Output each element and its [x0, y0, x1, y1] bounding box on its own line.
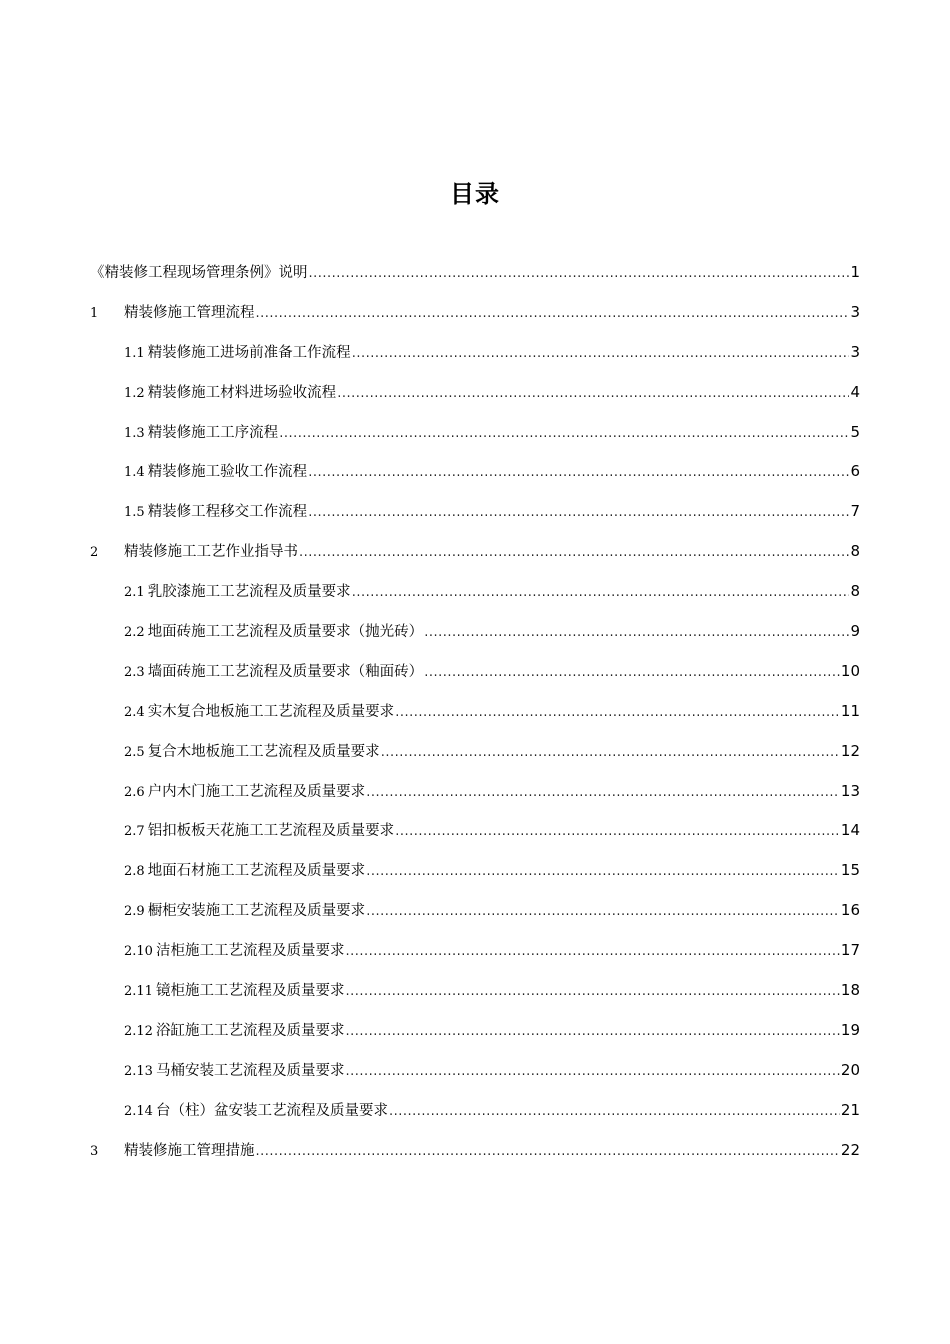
- toc-entry-title: 复合木地板施工工艺流程及质量要求: [147, 743, 380, 760]
- toc-entry-page-number: 19: [840, 1020, 860, 1039]
- toc-entry-page-number: 6: [850, 462, 860, 481]
- toc-dot-leader: [366, 861, 840, 883]
- toc-entry-title: 乳胶漆施工工艺流程及质量要求: [147, 584, 351, 601]
- toc-dot-leader: [424, 622, 849, 644]
- toc-entry-title: 浴缸施工工艺流程及质量要求: [155, 1022, 345, 1039]
- toc-entry-page-number: 3: [850, 302, 860, 321]
- toc-entry-page-number: 7: [850, 502, 860, 521]
- toc-entry-page-number: 9: [850, 622, 860, 641]
- toc-entry-title: 橱柜安装施工工艺流程及质量要求: [147, 903, 366, 920]
- toc-entry[interactable]: [90, 301, 860, 341]
- toc-entry-number: 2.12: [124, 1023, 153, 1039]
- toc-entry[interactable]: [90, 1019, 860, 1059]
- toc-entry-title: 地面石材施工工艺流程及质量要求: [147, 863, 366, 880]
- toc-entry[interactable]: [90, 939, 860, 979]
- toc-dot-leader: [309, 263, 850, 285]
- toc-dot-leader: [308, 462, 849, 484]
- toc-entry-number: 1.3: [124, 425, 145, 441]
- toc-entry[interactable]: [90, 580, 860, 620]
- toc-entry-number: 1: [90, 305, 99, 321]
- toc-entry-title: 精装修施工验收工作流程: [147, 464, 308, 481]
- toc-entry-title: 铝扣板板天花施工工艺流程及质量要求: [147, 823, 395, 840]
- toc-entry-title: 镜柜施工工艺流程及质量要求: [155, 983, 345, 1000]
- toc-dot-leader: [395, 702, 840, 724]
- toc-entry[interactable]: [90, 1139, 860, 1179]
- toc-dot-leader: [256, 1141, 840, 1163]
- toc-entry[interactable]: [90, 620, 860, 660]
- toc-entry-number: 2.2: [124, 625, 145, 641]
- toc-entry-page-number: 8: [850, 582, 860, 601]
- toc-entry-page-number: 21: [840, 1100, 860, 1119]
- toc-entry-number: 1.4: [124, 465, 145, 481]
- toc-entry[interactable]: [90, 341, 860, 381]
- toc-entry-number: 2.4: [124, 704, 145, 720]
- toc-entry[interactable]: [90, 740, 860, 780]
- toc-entry-title: 地面砖施工工艺流程及质量要求（抛光砖）: [147, 624, 424, 641]
- toc-entry-number: 2.14: [124, 1103, 153, 1119]
- toc-entry[interactable]: [90, 700, 860, 740]
- toc-dot-leader: [352, 343, 850, 365]
- toc-entry-page-number: 13: [840, 781, 860, 800]
- toc-entry-title: 精装修工程移交工作流程: [147, 504, 308, 521]
- toc-entry-page-number: 17: [840, 941, 860, 960]
- toc-entry[interactable]: [90, 460, 860, 500]
- toc-entry[interactable]: [90, 660, 860, 700]
- toc-entry-title: 台（柱）盆安装工艺流程及质量要求: [155, 1102, 388, 1119]
- toc-entry-title: 实木复合地板施工工艺流程及质量要求: [147, 703, 395, 720]
- toc-entry-number: 2.7: [124, 824, 145, 840]
- toc-entry-page-number: 4: [850, 382, 860, 401]
- toc-entry-page-number: 15: [840, 861, 860, 880]
- toc-entry-number: 3: [90, 1143, 99, 1159]
- toc-entry[interactable]: [90, 421, 860, 461]
- toc-entry[interactable]: [90, 859, 860, 899]
- toc-entry[interactable]: [90, 261, 860, 301]
- toc-entry[interactable]: [90, 899, 860, 939]
- toc-entry-page-number: 8: [850, 542, 860, 561]
- toc-dot-leader: [337, 383, 849, 405]
- toc-dot-leader: [352, 582, 850, 604]
- toc-dot-leader: [299, 542, 849, 564]
- toc-entry-title: 马桶安装工艺流程及质量要求: [155, 1062, 345, 1079]
- toc-dot-leader: [345, 941, 839, 963]
- toc-entry-number: 2.11: [124, 984, 153, 1000]
- toc-entry-page-number: 18: [840, 981, 860, 1000]
- toc-entry-number: 2.10: [124, 944, 153, 960]
- toc-entry-page-number: 20: [840, 1060, 860, 1079]
- toc-entry-number: 2.9: [124, 904, 145, 920]
- toc-entry-number: 2.1: [124, 585, 145, 601]
- toc-entry-title: 精装修施工管理流程: [124, 304, 255, 321]
- toc-dot-leader: [279, 423, 849, 445]
- toc-entry-title: 精装修施工工序流程: [147, 424, 279, 441]
- toc-dot-leader: [345, 1061, 839, 1083]
- toc-entry-page-number: 14: [840, 821, 860, 840]
- toc-entry-number: 2.6: [124, 784, 145, 800]
- toc-dot-leader: [345, 1021, 839, 1043]
- toc-entry-number: 2.8: [124, 864, 145, 880]
- toc-dot-leader: [345, 981, 839, 1003]
- toc-entry[interactable]: [90, 1099, 860, 1139]
- toc-entry-number: 2.5: [124, 744, 145, 760]
- toc-entry[interactable]: [90, 1059, 860, 1099]
- toc-entry-page-number: 11: [840, 701, 860, 720]
- toc-entry-title: 户内木门施工工艺流程及质量要求: [147, 783, 366, 800]
- toc-entry-number: 2.13: [124, 1063, 153, 1079]
- toc-entry-page-number: 3: [850, 342, 860, 361]
- toc-entry-title: 墙面砖施工工艺流程及质量要求（釉面砖）: [147, 663, 424, 680]
- toc-entry-page-number: 1: [850, 263, 860, 281]
- toc-entry-title: 精装修施工管理措施: [124, 1142, 255, 1159]
- toc-dot-leader: [381, 742, 840, 764]
- toc-entry[interactable]: [90, 979, 860, 1019]
- toc-entry-title: 精装修施工材料进场验收流程: [147, 384, 337, 401]
- toc-dot-leader: [424, 662, 840, 684]
- toc-entry[interactable]: [90, 540, 860, 580]
- toc-entry[interactable]: [90, 500, 860, 540]
- toc-entry-title: 精装修施工工艺作业指导书: [124, 544, 298, 561]
- toc-entry[interactable]: [90, 819, 860, 859]
- toc-entry-title: 精装修施工进场前准备工作流程: [147, 344, 351, 361]
- toc-dot-leader: [256, 303, 850, 325]
- toc-entry-page-number: 22: [840, 1140, 860, 1159]
- toc-dot-leader: [308, 502, 849, 524]
- toc-dot-leader: [366, 901, 840, 923]
- toc-entry-title: 《精装修工程现场管理条例》说明: [90, 265, 308, 281]
- toc-entry-page-number: 5: [850, 422, 860, 441]
- toc-entry-page-number: 10: [840, 661, 860, 680]
- toc-entry-page-number: 16: [840, 901, 860, 920]
- toc-entry-title: 洁柜施工工艺流程及质量要求: [155, 943, 345, 960]
- toc-dot-leader: [366, 782, 840, 804]
- toc-title: 目录: [450, 180, 500, 208]
- toc-entry-page-number: 12: [840, 741, 860, 760]
- toc-dot-leader: [389, 1101, 840, 1123]
- toc-entry[interactable]: [90, 381, 860, 421]
- toc-dot-leader: [395, 821, 840, 843]
- toc-entry-number: 1.1: [124, 345, 145, 361]
- toc-entry-number: 1.5: [124, 505, 145, 521]
- toc-list: [90, 261, 860, 1178]
- toc-entry-number: 1.2: [124, 385, 145, 401]
- toc-entry-number: 2: [90, 545, 99, 561]
- toc-entry[interactable]: [90, 780, 860, 820]
- toc-entry-number: 2.3: [124, 664, 145, 680]
